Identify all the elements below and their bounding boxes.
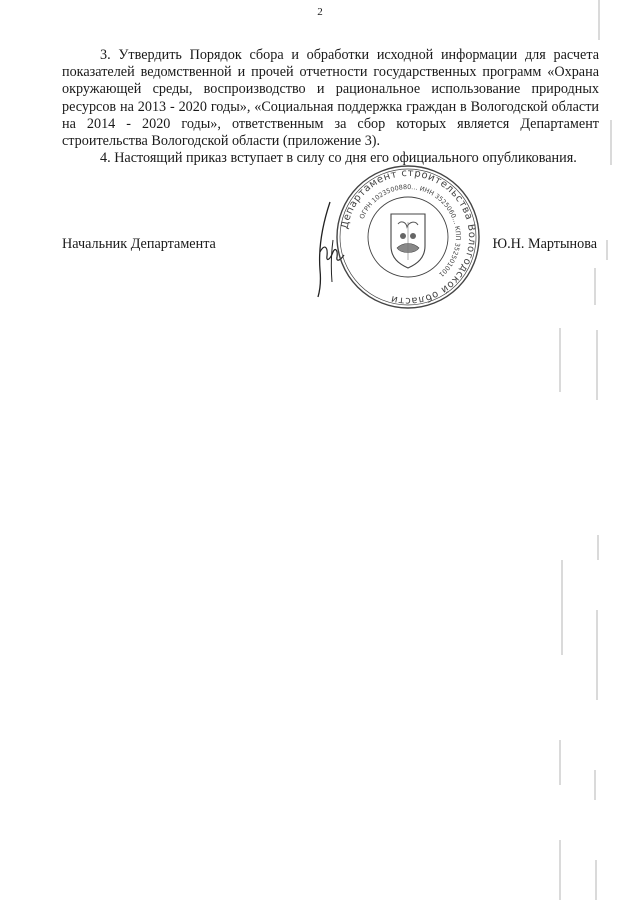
page-number: 2 <box>317 6 323 18</box>
official-seal <box>333 162 483 312</box>
seal-inner-text: ОГРН 1023500880... ИНН 3525060... КПП 352501001 <box>357 182 463 279</box>
seal-outer-text: Департамент строительства Вологодской области <box>339 167 478 307</box>
document-body <box>62 47 599 167</box>
paragraph-effective-date: 4. Настоящий приказ вступает в силу со дня его официального опубликования. <box>100 150 577 167</box>
coat-of-arms-icon <box>391 214 425 268</box>
signatory-title: Начальник Департамента <box>62 236 216 252</box>
paragraph-approve-procedure: 3. Утвердить Порядок сбора и обработки исходной информации для расчета показателей ведомственной и прочей отчетности государственных программ «Охрана окружающей среды, воспроизводство и рациональное использование природных ресурсов на 2013 - 2020 годы», «Социальная поддержка граждан в Вологодской области на 2014 - 2020 годы», ответственным за сбор которых является Департамент строительства Вологодской области (приложение 3). <box>62 47 599 150</box>
signatory-name: Ю.Н. Мартынова <box>492 236 597 252</box>
